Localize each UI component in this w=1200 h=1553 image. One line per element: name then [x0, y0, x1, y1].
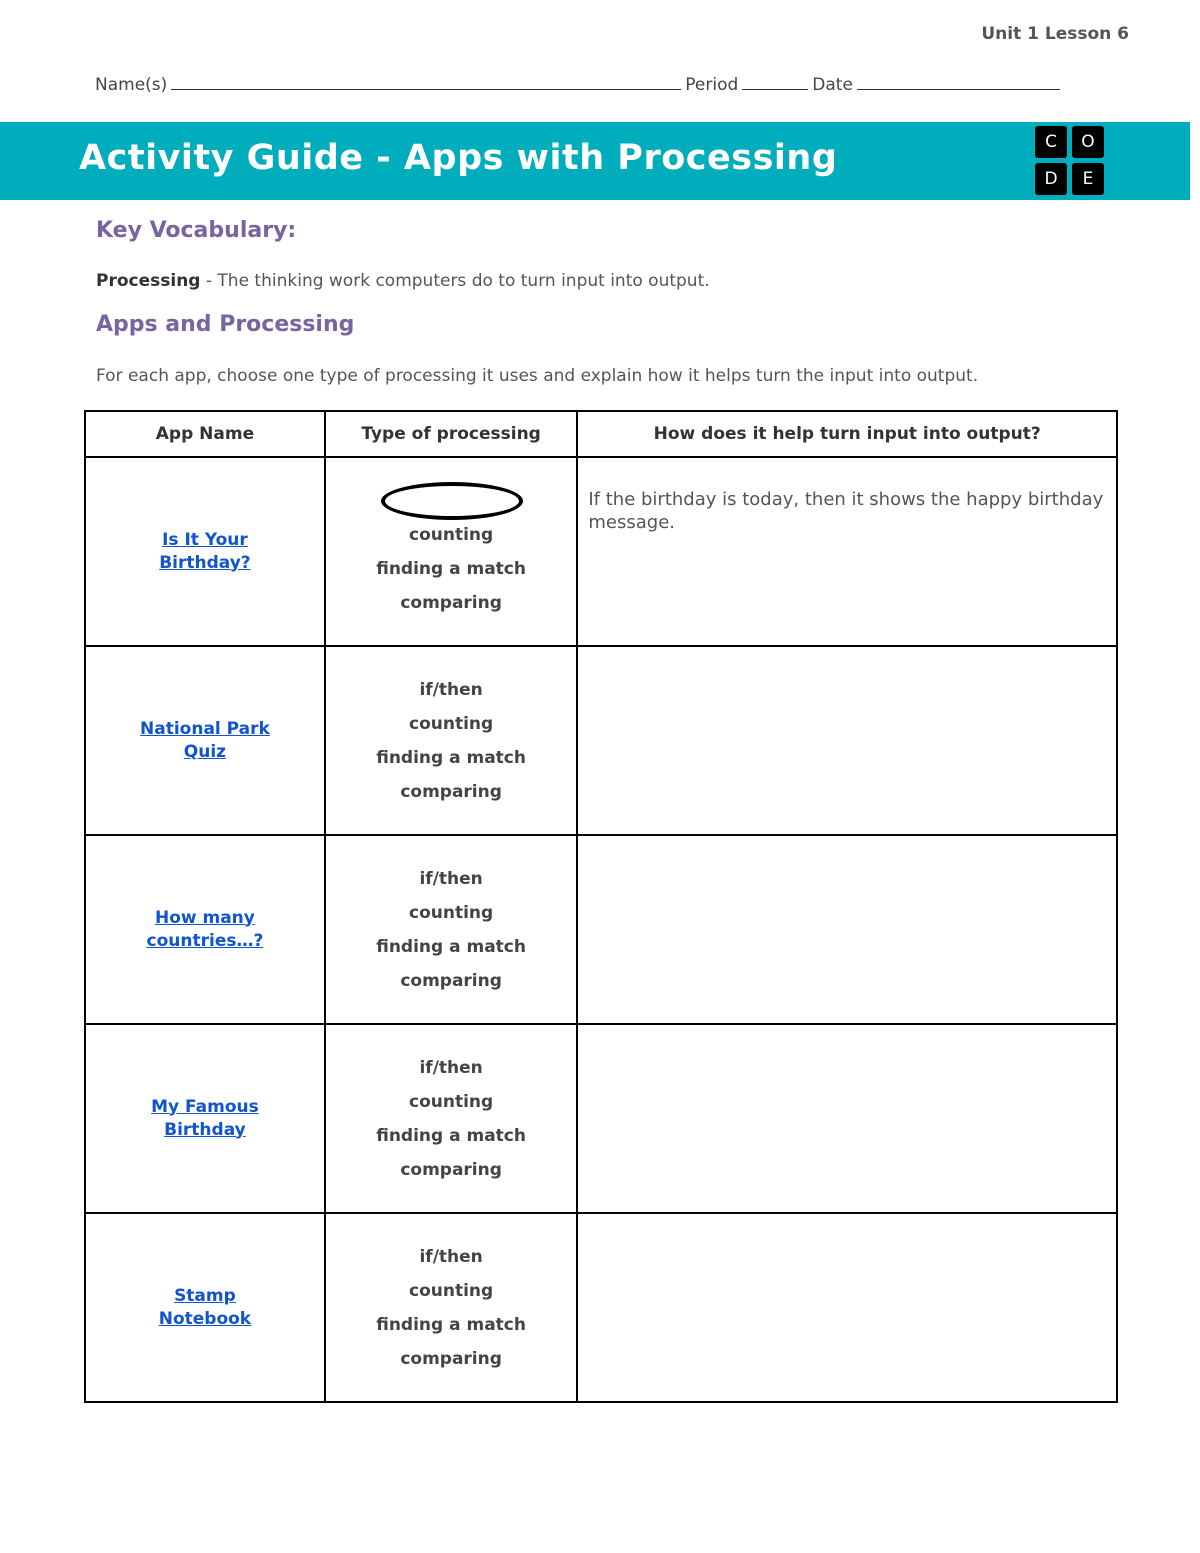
processing-option[interactable]: counting	[409, 902, 494, 923]
date-field[interactable]	[857, 71, 1060, 90]
app-link[interactable]: National Park Quiz	[140, 718, 270, 762]
unit-lesson-label: Unit 1 Lesson 6	[981, 24, 1129, 44]
processing-options-cell	[325, 1213, 578, 1402]
answer-cell[interactable]	[577, 835, 1117, 1024]
processing-option[interactable]: finding a match	[376, 747, 526, 768]
answer-cell[interactable]	[577, 646, 1117, 835]
processing-option[interactable]: comparing	[400, 592, 502, 613]
column-header: How does it help turn input into output?	[577, 411, 1117, 457]
app-link[interactable]: Stamp Notebook	[158, 1285, 252, 1329]
processing-option[interactable]: finding a match	[376, 558, 526, 579]
table-header-row	[85, 411, 1117, 457]
logo-letter: E	[1072, 163, 1104, 195]
app-name-cell	[85, 646, 325, 835]
vocab-definition-text: - The thinking work computers do to turn input into output.	[200, 271, 710, 291]
logo-letter: D	[1035, 163, 1067, 195]
answer-text: If the birthday is today, then it shows the happy birthday message.	[588, 489, 1104, 533]
apps-table	[84, 410, 1118, 1403]
processing-option[interactable]: comparing	[400, 970, 502, 991]
table-row	[85, 457, 1117, 646]
processing-option[interactable]: if/then	[419, 679, 483, 700]
app-name-cell	[85, 1024, 325, 1213]
logo-letter: C	[1035, 126, 1067, 158]
selection-circle	[381, 482, 523, 520]
section-heading: Apps and Processing	[96, 312, 355, 337]
processing-options-cell	[325, 457, 578, 646]
processing-options-cell	[325, 835, 578, 1024]
name-period-date-line	[95, 71, 1076, 95]
app-name-cell	[85, 457, 325, 646]
processing-option[interactable]: finding a match	[376, 1125, 526, 1146]
processing-option[interactable]: comparing	[400, 781, 502, 802]
answer-cell[interactable]	[577, 1024, 1117, 1213]
processing-option[interactable]: if/then	[419, 868, 483, 889]
key-vocabulary-heading: Key Vocabulary:	[96, 218, 297, 243]
vocab-term: Processing	[96, 271, 201, 291]
logo-letter: O	[1072, 126, 1104, 158]
page-title: Activity Guide - Apps with Processing	[79, 138, 838, 178]
processing-options-cell	[325, 1024, 578, 1213]
table-row	[85, 835, 1117, 1024]
processing-option[interactable]: finding a match	[376, 936, 526, 957]
period-field[interactable]	[742, 71, 808, 90]
code-logo	[1035, 126, 1105, 196]
app-link[interactable]: My Famous Birthday	[151, 1096, 259, 1140]
app-link[interactable]: Is It Your Birthday?	[159, 529, 251, 573]
table-row	[85, 646, 1117, 835]
name-field[interactable]	[171, 71, 681, 90]
processing-option-circled[interactable]	[326, 484, 577, 518]
date-label: Date	[812, 75, 853, 95]
processing-option[interactable]: if/then	[419, 1246, 483, 1267]
column-header: Type of processing	[325, 411, 578, 457]
table-row	[85, 1213, 1117, 1402]
column-header: App Name	[85, 411, 325, 457]
app-name-cell	[85, 1213, 325, 1402]
answer-cell[interactable]	[577, 1213, 1117, 1402]
processing-option[interactable]: counting	[409, 1091, 494, 1112]
processing-option[interactable]: counting	[409, 1280, 494, 1301]
answer-cell[interactable]	[577, 457, 1117, 646]
app-name-cell	[85, 835, 325, 1024]
processing-options-cell	[325, 646, 578, 835]
period-label: Period	[685, 75, 739, 95]
instructions: For each app, choose one type of processing it uses and explain how it helps turn the input into output.	[96, 366, 979, 386]
processing-option[interactable]: comparing	[400, 1348, 502, 1369]
vocab-definition	[96, 271, 710, 291]
processing-option[interactable]: comparing	[400, 1159, 502, 1180]
table-row	[85, 1024, 1117, 1213]
processing-option[interactable]: if/then	[419, 1057, 483, 1078]
processing-option[interactable]: counting	[409, 713, 494, 734]
processing-option[interactable]: counting	[409, 524, 494, 545]
processing-option[interactable]: finding a match	[376, 1314, 526, 1335]
name-label: Name(s)	[95, 75, 168, 95]
app-link[interactable]: How many countries…?	[146, 907, 264, 951]
